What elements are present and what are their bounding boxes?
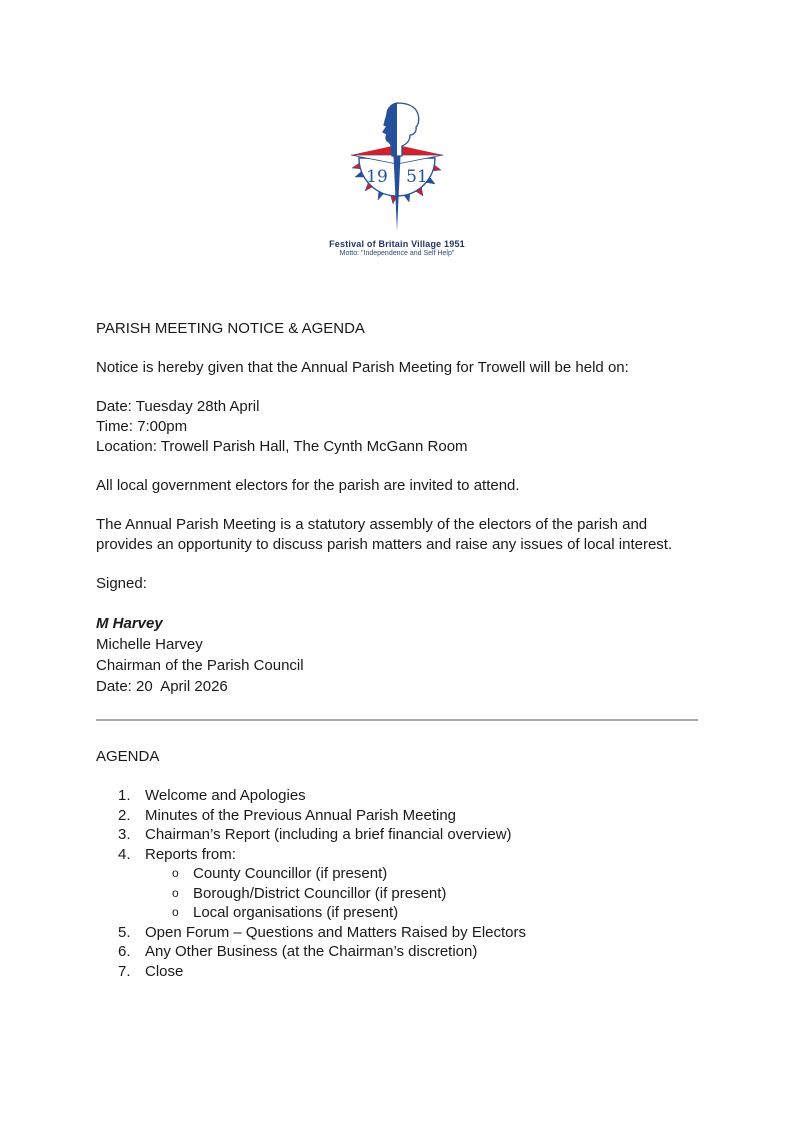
meeting-date-line: Date: Tuesday 28th April — [96, 398, 260, 415]
agenda-item — [96, 806, 698, 826]
agenda-sub-item — [96, 903, 698, 923]
signed-label: Signed: — [96, 575, 147, 592]
agenda-item-text: Welcome and Apologies — [145, 787, 306, 804]
agenda-item-number: 1. — [118, 787, 131, 804]
sub-bullet: o — [172, 885, 179, 900]
agenda-item-text: Reports from: — [145, 845, 236, 863]
festival-of-britain-logo — [347, 98, 447, 235]
agenda-sub-item-text: Local organisations (if present) — [193, 904, 399, 921]
agenda-item — [96, 923, 698, 943]
logo-caption-title: Festival of Britain Village 1951 — [329, 239, 465, 249]
notice-intro: Notice is hereby given that the Annual Parish Meeting for Trowell will be held on: — [96, 359, 629, 376]
agenda-item-number: 5. — [118, 923, 131, 941]
agenda-item-text: Any Other Business (at the Chairman’s discretion) — [145, 943, 478, 960]
agenda-sub-item — [96, 884, 698, 904]
agenda-item — [96, 962, 698, 982]
meeting-location-line: Location: Trowell Parish Hall, The Cynth McGann Room — [96, 438, 468, 455]
agenda-item-number: 3. — [118, 826, 131, 843]
agenda-sub-item-text: County Councillor (if present) — [193, 865, 388, 882]
agenda-sub-item — [96, 864, 698, 884]
agenda-sub-item-text: Borough/District Councillor (if present) — [193, 884, 447, 902]
agenda-item-text: Minutes of the Previous Annual Parish Meeting — [145, 806, 457, 824]
agenda-item — [96, 942, 698, 962]
page-title: PARISH MEETING NOTICE & AGENDA — [96, 320, 365, 337]
logo-caption-motto: Motto: "Independence and Self Help" — [339, 250, 455, 257]
section-divider — [96, 719, 698, 721]
logo-year-left: 19 — [366, 167, 388, 187]
signature-role: Chairman of the Parish Council — [96, 657, 304, 674]
signature-date-line: Date: 20 April 2026 — [96, 678, 228, 695]
sub-bullet: o — [172, 905, 179, 919]
meeting-details — [96, 397, 698, 457]
agenda-heading: AGENDA — [96, 748, 160, 765]
agenda-list — [96, 786, 698, 981]
signature-block — [96, 613, 698, 697]
agenda-item — [96, 845, 698, 865]
agenda-item-number: 2. — [118, 806, 131, 824]
agenda-item — [96, 786, 698, 806]
sub-bullet: o — [172, 866, 179, 880]
logo-block — [277, 98, 517, 257]
agenda-item-text: Open Forum – Questions and Matters Raised by Electors — [145, 923, 527, 941]
electors-line: All local government electors for the parish are invited to attend. — [96, 477, 520, 494]
agenda-item-number: 4. — [118, 845, 131, 863]
document-body — [0, 319, 794, 981]
meeting-time-line: Time: 7:00pm — [96, 418, 188, 435]
agenda-item-number: 6. — [118, 943, 131, 960]
statutory-paragraph: The Annual Parish Meeting is a statutory assembly of the electors of the parish and provides an opportunity to discuss parish matters and raise any issues of local interest. — [96, 516, 673, 553]
signature-full-name: Michelle Harvey — [96, 636, 203, 653]
signature-name: M Harvey — [96, 615, 163, 632]
agenda-item-text: Chairman’s Report (including a brief financial overview) — [145, 826, 512, 843]
agenda-item-text: Close — [145, 962, 184, 980]
agenda-item-number: 7. — [118, 962, 131, 980]
agenda-item — [96, 825, 698, 845]
logo-year-right: 51 — [406, 167, 428, 187]
